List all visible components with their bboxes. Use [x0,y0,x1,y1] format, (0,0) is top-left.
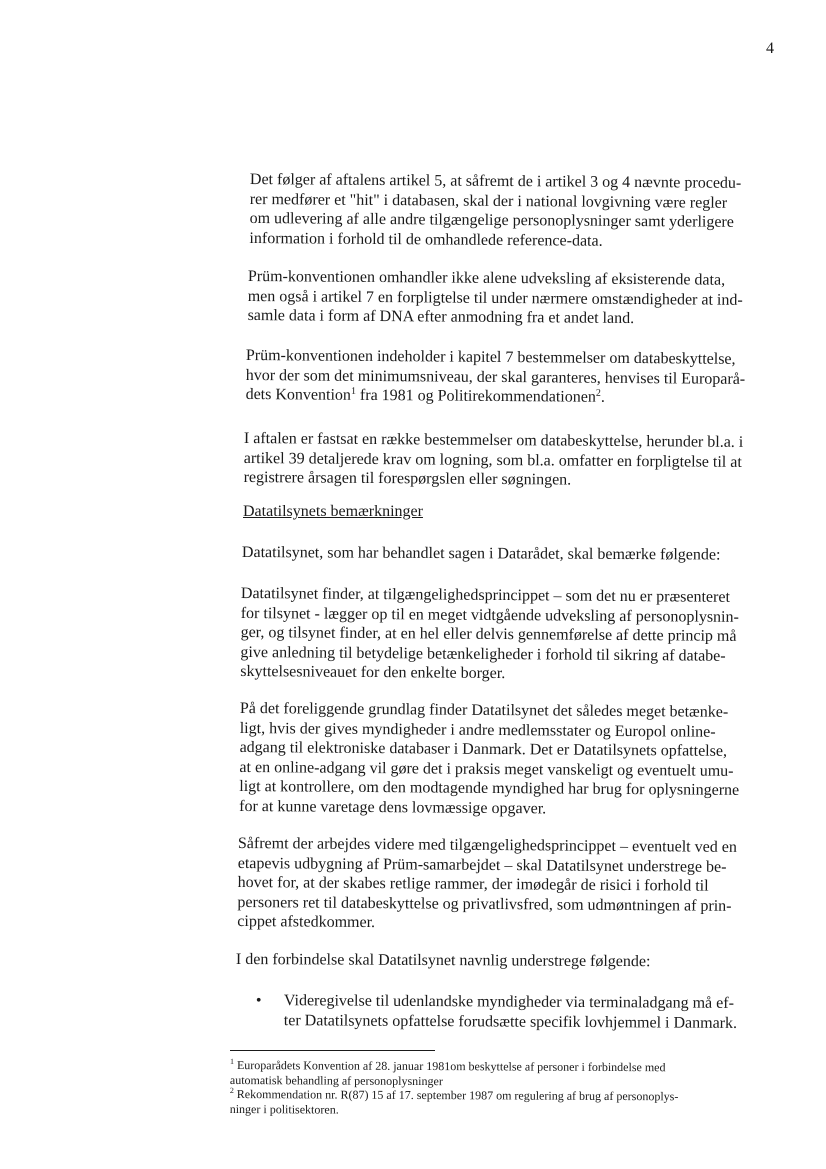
text-line: Datatilsynet, som har behandlet sagen i Datarådet, skal bemærke følgende: [241,544,721,564]
footnote-text: Rekommendation nr. R(87) 15 af 17. september 1987 om regulering af brug af personoplys- [236,1087,679,1104]
paragraph-prum-data-protection [246,346,746,408]
text-line: om udlevering af alle andre tilgængelige personoplysninger samt yderligere [249,209,734,231]
footnote-reference[interactable]: 2 [595,387,601,399]
text-line [246,385,746,408]
text-line: skyttelsesniveauet for den enkelte borger. [240,662,506,683]
text-line: adgang til elektroniske databaser i Danmark. Det er Datatilsynets opfattelse, [239,738,728,760]
footnote-marker: 2 [229,1085,234,1096]
footnote-1 [230,1058,679,1075]
paragraph-emphasis-intro [236,950,651,972]
text-line: samle data i form af DNA efter anmodning fra et andet land. [247,306,635,328]
section-heading: Datatilsynets bemærkninger [243,503,423,520]
paragraph-availability-principle [240,584,739,685]
paragraph-exchange-hit [249,170,741,252]
text-line: Videregivelse til udenlandske myndigheder via terminaladgang må ef- [283,992,734,1012]
text-line: ligt at kontrollere, om den modtagende myndighed har brug for oplysningerne [239,777,740,799]
text-line: registrere årsagen til forespørgslen eller søgningen. [243,468,572,489]
text-line: artikel 39 detaljerede krav om logning, som bl.a. omfatter en forpligtelse til at [243,449,742,471]
paragraph-logging [244,429,744,491]
footnote-reference[interactable]: 1 [350,385,357,397]
paragraph-remarks-intro [242,543,721,565]
footnote-2 [230,1087,679,1104]
text-line: Det følger af aftalens artikel 5, at såfremt de i artikel 3 og 4 nævnte procedu- [249,170,742,192]
page-number: 4 [766,40,774,57]
footnote-text: ninger i politisektoren. [229,1101,339,1117]
text-line: etapevis udbygning af Prüm-samarbejdet – skal Datatilsynet understrege be- [237,854,727,876]
bullet-text [284,991,737,1033]
text-fragment: dets Konvention [245,385,352,404]
text-line: rer medfører et "hit" i databasen, skal der i national lovgivning være regler [249,190,728,212]
text-line: ger, og tilsynet finder, at en hel eller delvis gennemførelse af dette princip må [240,623,737,645]
text-line: at en online-adgang vil gøre det i praksis meget vanskeligt og eventuelt umu- [239,758,734,780]
paragraph-legal-framework [237,834,737,935]
footnotes [230,1058,679,1118]
text-line: På det foreliggende grundlag finder Datatilsynet det således meget betænke- [239,699,729,721]
paragraph-prum-dna [248,267,743,329]
text-line: Prüm-konventionen indeholder i kapitel 7 bestemmelser om databeskyttelse, [245,346,736,368]
text-line: Datatilsynet finder, at tilgængelighedsprincippet – som det nu er præsenteret [240,584,730,606]
footnote-text: Europarådets Konvention af 28. januar 1981om beskyttelse af personer i forbindelse med [236,1058,666,1075]
text-line: Prüm-konventionen omhandler ikke alene udveksling af eksisterende data, [247,267,726,289]
bullet-item [256,991,776,1034]
footnote-marker: 1 [229,1057,235,1067]
text-line: for at kunne varetage dens lovmæssige opgaver. [239,797,547,817]
text-line: ligt, hvis der gives myndigheder i andre medlemsstater og Europol online- [239,719,716,741]
text-line: for tilsynet - lægger op til en meget vidtgående udveksling af personoplysnin- [240,604,739,626]
text-line: information i forhold til de omhandlede reference-data. [249,229,603,250]
text-fragment: . [600,388,605,406]
bullet-icon: • [255,992,262,1010]
paragraph-online-access [239,699,740,820]
text-line: Såfremt der arbejdes videre med tilgængelighedsprincippet – eventuelt ved en [237,834,737,856]
text-line: I den forbindelse skal Datatilsynet navnlig understrege følgende: [235,951,651,971]
text-line: give anledning til betydelige betænkeligheder i forhold til sikring af databe- [240,643,726,665]
text-line: men også i artikel 7 en forpligtelse til under nærmere omstændigheder at ind- [247,287,743,309]
text-line: ter Datatilsynets opfattelse forudsætte specifik lovhjemmel i Danmark. [283,1011,738,1032]
text-line: I aftalen er fastsat en række bestemmelser om databeskyttelse, herunder bl.a. i [243,429,744,451]
footnote-divider [230,1050,435,1051]
text-line: cippet afstedkommer. [237,912,376,932]
text-line: hovet for, at der skabes retlige rammer, der imødegår de risici i forhold til [237,873,709,895]
text-line: hvor der som det minimumsniveau, der skal garanteres, henvises til Europarå- [245,366,746,388]
text-line: personers ret til databeskyttelse og privatlivsfred, som udmøntningen af prin- [237,893,732,915]
text-fragment: fra 1981 og Politirekommendationen [355,386,596,406]
footnote-text: automatisk behandling af personoplysninger [229,1072,443,1088]
